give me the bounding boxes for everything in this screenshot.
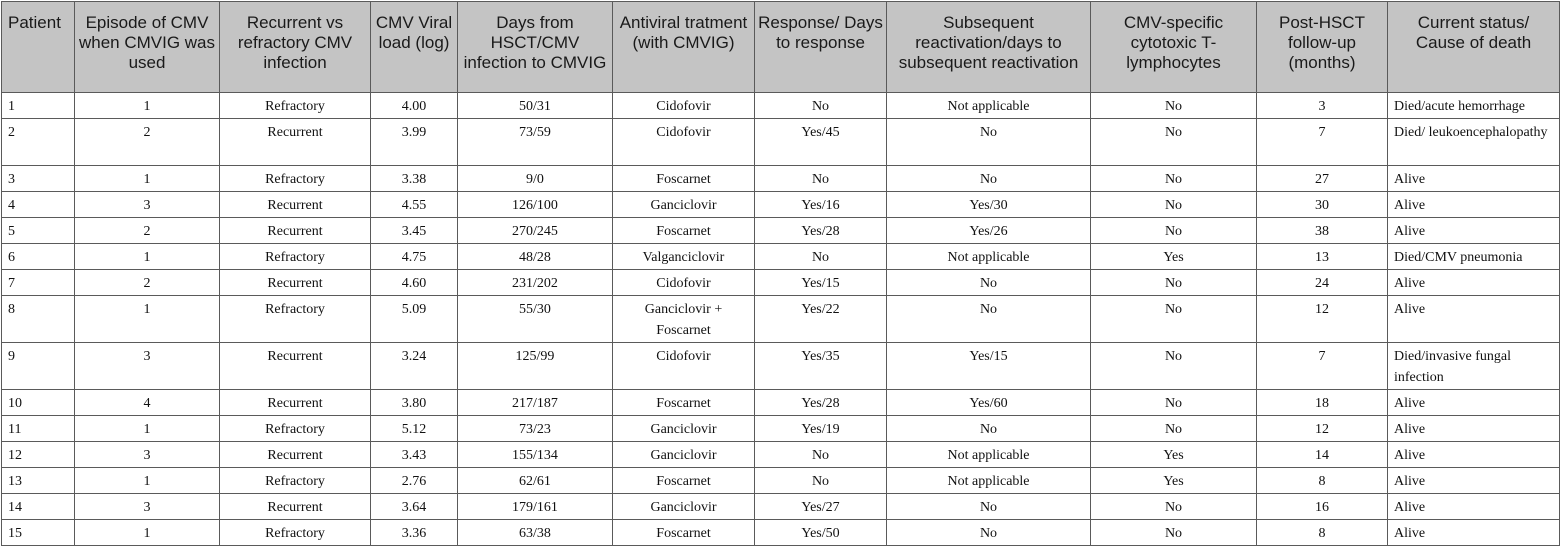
cell-days-to-cmvig: 63/38 bbox=[458, 520, 613, 546]
cell-ctl: Yes bbox=[1091, 442, 1257, 468]
cmv-patients-table bbox=[1, 1, 1560, 546]
table-row bbox=[2, 93, 1560, 119]
cell-episode: 1 bbox=[75, 166, 220, 192]
cell-antiviral: Foscarnet bbox=[613, 218, 755, 244]
cell-follow-up: 24 bbox=[1257, 270, 1388, 296]
cell-patient: 15 bbox=[2, 520, 75, 546]
cell-episode: 2 bbox=[75, 270, 220, 296]
cell-reactivation: No bbox=[887, 166, 1091, 192]
cell-antiviral: Valganciclovir bbox=[613, 244, 755, 270]
cell-viral-load: 5.09 bbox=[371, 296, 458, 343]
cell-ctl: Yes bbox=[1091, 468, 1257, 494]
header-ctl: CMV-specific cytotoxic T-lymphocytes bbox=[1091, 2, 1257, 93]
cell-infection-type: Recurrent bbox=[220, 343, 371, 390]
cell-days-to-cmvig: 48/28 bbox=[458, 244, 613, 270]
table-row bbox=[2, 296, 1560, 343]
cell-reactivation: No bbox=[887, 520, 1091, 546]
cell-days-to-cmvig: 125/99 bbox=[458, 343, 613, 390]
cell-viral-load: 3.38 bbox=[371, 166, 458, 192]
cell-antiviral: Cidofovir bbox=[613, 343, 755, 390]
cell-patient: 5 bbox=[2, 218, 75, 244]
cell-viral-load: 4.60 bbox=[371, 270, 458, 296]
cell-status: Alive bbox=[1388, 442, 1560, 468]
cell-status: Alive bbox=[1388, 296, 1560, 343]
header-status: Current status/ Cause of death bbox=[1388, 2, 1560, 93]
cell-follow-up: 18 bbox=[1257, 390, 1388, 416]
cell-days-to-cmvig: 55/30 bbox=[458, 296, 613, 343]
header-recurrent-refractory: Recurrent vs refractory CMV infection bbox=[220, 2, 371, 93]
cell-patient: 1 bbox=[2, 93, 75, 119]
cell-antiviral: Foscarnet bbox=[613, 166, 755, 192]
cell-antiviral: Ganciclovir bbox=[613, 494, 755, 520]
cell-antiviral: Ganciclovir bbox=[613, 442, 755, 468]
cell-episode: 1 bbox=[75, 296, 220, 343]
cell-follow-up: 7 bbox=[1257, 343, 1388, 390]
cell-response: Yes/27 bbox=[755, 494, 887, 520]
cell-status: Died/acute hemorrhage bbox=[1388, 93, 1560, 119]
cell-antiviral: Cidofovir bbox=[613, 119, 755, 166]
cell-infection-type: Recurrent bbox=[220, 218, 371, 244]
cell-antiviral: Ganciclovir bbox=[613, 192, 755, 218]
header-response: Response/ Days to response bbox=[755, 2, 887, 93]
cell-status: Alive bbox=[1388, 218, 1560, 244]
table-row bbox=[2, 166, 1560, 192]
cell-antiviral: Foscarnet bbox=[613, 390, 755, 416]
cell-response: Yes/35 bbox=[755, 343, 887, 390]
cell-viral-load: 3.80 bbox=[371, 390, 458, 416]
cell-ctl: No bbox=[1091, 494, 1257, 520]
cell-reactivation: No bbox=[887, 119, 1091, 166]
cell-reactivation: Yes/60 bbox=[887, 390, 1091, 416]
cell-antiviral: Cidofovir bbox=[613, 93, 755, 119]
cell-follow-up: 16 bbox=[1257, 494, 1388, 520]
cell-patient: 9 bbox=[2, 343, 75, 390]
table-row bbox=[2, 468, 1560, 494]
cell-status: Alive bbox=[1388, 468, 1560, 494]
cell-days-to-cmvig: 73/59 bbox=[458, 119, 613, 166]
cell-viral-load: 4.00 bbox=[371, 93, 458, 119]
cell-antiviral: Cidofovir bbox=[613, 270, 755, 296]
cell-days-to-cmvig: 9/0 bbox=[458, 166, 613, 192]
table-row bbox=[2, 244, 1560, 270]
cell-reactivation: Not applicable bbox=[887, 93, 1091, 119]
cell-status: Alive bbox=[1388, 166, 1560, 192]
cell-episode: 4 bbox=[75, 390, 220, 416]
cell-episode: 2 bbox=[75, 218, 220, 244]
cell-ctl: No bbox=[1091, 296, 1257, 343]
cell-follow-up: 12 bbox=[1257, 416, 1388, 442]
cell-episode: 1 bbox=[75, 93, 220, 119]
cell-status: Died/CMV pneumonia bbox=[1388, 244, 1560, 270]
cell-response: Yes/19 bbox=[755, 416, 887, 442]
cell-follow-up: 13 bbox=[1257, 244, 1388, 270]
cell-infection-type: Recurrent bbox=[220, 390, 371, 416]
header-episode: Episode of CMV when CMVIG was used bbox=[75, 2, 220, 93]
cell-viral-load: 3.99 bbox=[371, 119, 458, 166]
cell-patient: 4 bbox=[2, 192, 75, 218]
cell-patient: 10 bbox=[2, 390, 75, 416]
cell-ctl: Yes bbox=[1091, 244, 1257, 270]
cell-days-to-cmvig: 270/245 bbox=[458, 218, 613, 244]
cell-viral-load: 4.55 bbox=[371, 192, 458, 218]
cell-infection-type: Refractory bbox=[220, 468, 371, 494]
cell-follow-up: 3 bbox=[1257, 93, 1388, 119]
cell-ctl: No bbox=[1091, 119, 1257, 166]
cell-ctl: No bbox=[1091, 520, 1257, 546]
cell-viral-load: 3.64 bbox=[371, 494, 458, 520]
cell-status: Died/invasive fungal infection bbox=[1388, 343, 1560, 390]
cell-patient: 8 bbox=[2, 296, 75, 343]
cell-days-to-cmvig: 50/31 bbox=[458, 93, 613, 119]
cell-infection-type: Refractory bbox=[220, 93, 371, 119]
cell-response: Yes/22 bbox=[755, 296, 887, 343]
cell-ctl: No bbox=[1091, 218, 1257, 244]
cell-status: Alive bbox=[1388, 390, 1560, 416]
cell-status: Alive bbox=[1388, 494, 1560, 520]
cell-antiviral: Ganciclovir bbox=[613, 416, 755, 442]
cell-viral-load: 2.76 bbox=[371, 468, 458, 494]
cell-infection-type: Recurrent bbox=[220, 119, 371, 166]
cell-ctl: No bbox=[1091, 166, 1257, 192]
cell-viral-load: 4.75 bbox=[371, 244, 458, 270]
cell-status: Alive bbox=[1388, 270, 1560, 296]
cell-viral-load: 3.24 bbox=[371, 343, 458, 390]
cell-days-to-cmvig: 231/202 bbox=[458, 270, 613, 296]
cell-reactivation: Not applicable bbox=[887, 468, 1091, 494]
cell-episode: 3 bbox=[75, 442, 220, 468]
cell-patient: 2 bbox=[2, 119, 75, 166]
cell-patient: 12 bbox=[2, 442, 75, 468]
cell-infection-type: Refractory bbox=[220, 244, 371, 270]
cell-days-to-cmvig: 217/187 bbox=[458, 390, 613, 416]
table-row bbox=[2, 442, 1560, 468]
cell-antiviral: Foscarnet bbox=[613, 520, 755, 546]
cell-reactivation: Not applicable bbox=[887, 244, 1091, 270]
cell-response: No bbox=[755, 442, 887, 468]
cell-response: No bbox=[755, 244, 887, 270]
cell-days-to-cmvig: 62/61 bbox=[458, 468, 613, 494]
cell-ctl: No bbox=[1091, 416, 1257, 442]
cell-response: Yes/28 bbox=[755, 390, 887, 416]
cell-response: Yes/28 bbox=[755, 218, 887, 244]
cell-reactivation: No bbox=[887, 296, 1091, 343]
cell-infection-type: Recurrent bbox=[220, 494, 371, 520]
table-row bbox=[2, 390, 1560, 416]
cell-episode: 1 bbox=[75, 468, 220, 494]
cell-follow-up: 38 bbox=[1257, 218, 1388, 244]
cell-infection-type: Recurrent bbox=[220, 270, 371, 296]
table-row bbox=[2, 520, 1560, 546]
header-reactivation: Subsequent reactivation/days to subsequent reactivation bbox=[887, 2, 1091, 93]
cell-patient: 14 bbox=[2, 494, 75, 520]
table-row bbox=[2, 494, 1560, 520]
cell-response: Yes/50 bbox=[755, 520, 887, 546]
header-patient: Patient bbox=[2, 2, 75, 93]
cell-episode: 2 bbox=[75, 119, 220, 166]
cell-days-to-cmvig: 73/23 bbox=[458, 416, 613, 442]
cell-reactivation: Yes/30 bbox=[887, 192, 1091, 218]
cell-patient: 3 bbox=[2, 166, 75, 192]
cell-follow-up: 14 bbox=[1257, 442, 1388, 468]
cell-ctl: No bbox=[1091, 343, 1257, 390]
cell-reactivation: No bbox=[887, 270, 1091, 296]
cell-response: Yes/16 bbox=[755, 192, 887, 218]
cell-follow-up: 7 bbox=[1257, 119, 1388, 166]
cell-antiviral: Ganciclovir + Foscarnet bbox=[613, 296, 755, 343]
header-row bbox=[2, 2, 1560, 93]
cell-reactivation: Yes/26 bbox=[887, 218, 1091, 244]
cell-response: No bbox=[755, 468, 887, 494]
header-antiviral: Antiviral tratment (with CMVIG) bbox=[613, 2, 755, 93]
cell-follow-up: 12 bbox=[1257, 296, 1388, 343]
header-days-to-cmvig: Days from HSCT/CMV infection to CMVIG bbox=[458, 2, 613, 93]
cell-episode: 3 bbox=[75, 494, 220, 520]
cell-infection-type: Recurrent bbox=[220, 192, 371, 218]
cell-episode: 3 bbox=[75, 343, 220, 390]
cell-response: Yes/15 bbox=[755, 270, 887, 296]
header-follow-up: Post-HSCT follow-up (months) bbox=[1257, 2, 1388, 93]
cell-ctl: No bbox=[1091, 270, 1257, 296]
cell-days-to-cmvig: 179/161 bbox=[458, 494, 613, 520]
cell-response: Yes/45 bbox=[755, 119, 887, 166]
cell-reactivation: No bbox=[887, 416, 1091, 442]
cell-follow-up: 30 bbox=[1257, 192, 1388, 218]
cell-viral-load: 3.43 bbox=[371, 442, 458, 468]
table-body bbox=[2, 93, 1560, 546]
cell-ctl: No bbox=[1091, 93, 1257, 119]
cell-viral-load: 3.36 bbox=[371, 520, 458, 546]
cell-follow-up: 8 bbox=[1257, 468, 1388, 494]
cell-patient: 11 bbox=[2, 416, 75, 442]
table-row bbox=[2, 343, 1560, 390]
cell-episode: 1 bbox=[75, 520, 220, 546]
cell-infection-type: Recurrent bbox=[220, 442, 371, 468]
cell-viral-load: 3.45 bbox=[371, 218, 458, 244]
cell-reactivation: Yes/15 bbox=[887, 343, 1091, 390]
cell-response: No bbox=[755, 166, 887, 192]
cell-status: Died/ leukoencephalopathy bbox=[1388, 119, 1560, 166]
cell-reactivation: No bbox=[887, 494, 1091, 520]
cell-infection-type: Refractory bbox=[220, 416, 371, 442]
table-row bbox=[2, 119, 1560, 166]
cell-patient: 7 bbox=[2, 270, 75, 296]
table-row bbox=[2, 218, 1560, 244]
cell-episode: 3 bbox=[75, 192, 220, 218]
cell-response: No bbox=[755, 93, 887, 119]
cell-infection-type: Refractory bbox=[220, 296, 371, 343]
cell-days-to-cmvig: 126/100 bbox=[458, 192, 613, 218]
cell-follow-up: 8 bbox=[1257, 520, 1388, 546]
cell-viral-load: 5.12 bbox=[371, 416, 458, 442]
cell-status: Alive bbox=[1388, 520, 1560, 546]
cell-patient: 13 bbox=[2, 468, 75, 494]
cell-ctl: No bbox=[1091, 390, 1257, 416]
table-row bbox=[2, 416, 1560, 442]
cell-days-to-cmvig: 155/134 bbox=[458, 442, 613, 468]
cell-episode: 1 bbox=[75, 244, 220, 270]
cell-follow-up: 27 bbox=[1257, 166, 1388, 192]
cell-antiviral: Foscarnet bbox=[613, 468, 755, 494]
cell-episode: 1 bbox=[75, 416, 220, 442]
table-row bbox=[2, 192, 1560, 218]
cell-infection-type: Refractory bbox=[220, 520, 371, 546]
cell-reactivation: Not applicable bbox=[887, 442, 1091, 468]
cell-status: Alive bbox=[1388, 416, 1560, 442]
table-row bbox=[2, 270, 1560, 296]
cell-ctl: No bbox=[1091, 192, 1257, 218]
cell-infection-type: Refractory bbox=[220, 166, 371, 192]
cell-status: Alive bbox=[1388, 192, 1560, 218]
cell-patient: 6 bbox=[2, 244, 75, 270]
header-viral-load: CMV Viral load (log) bbox=[371, 2, 458, 93]
